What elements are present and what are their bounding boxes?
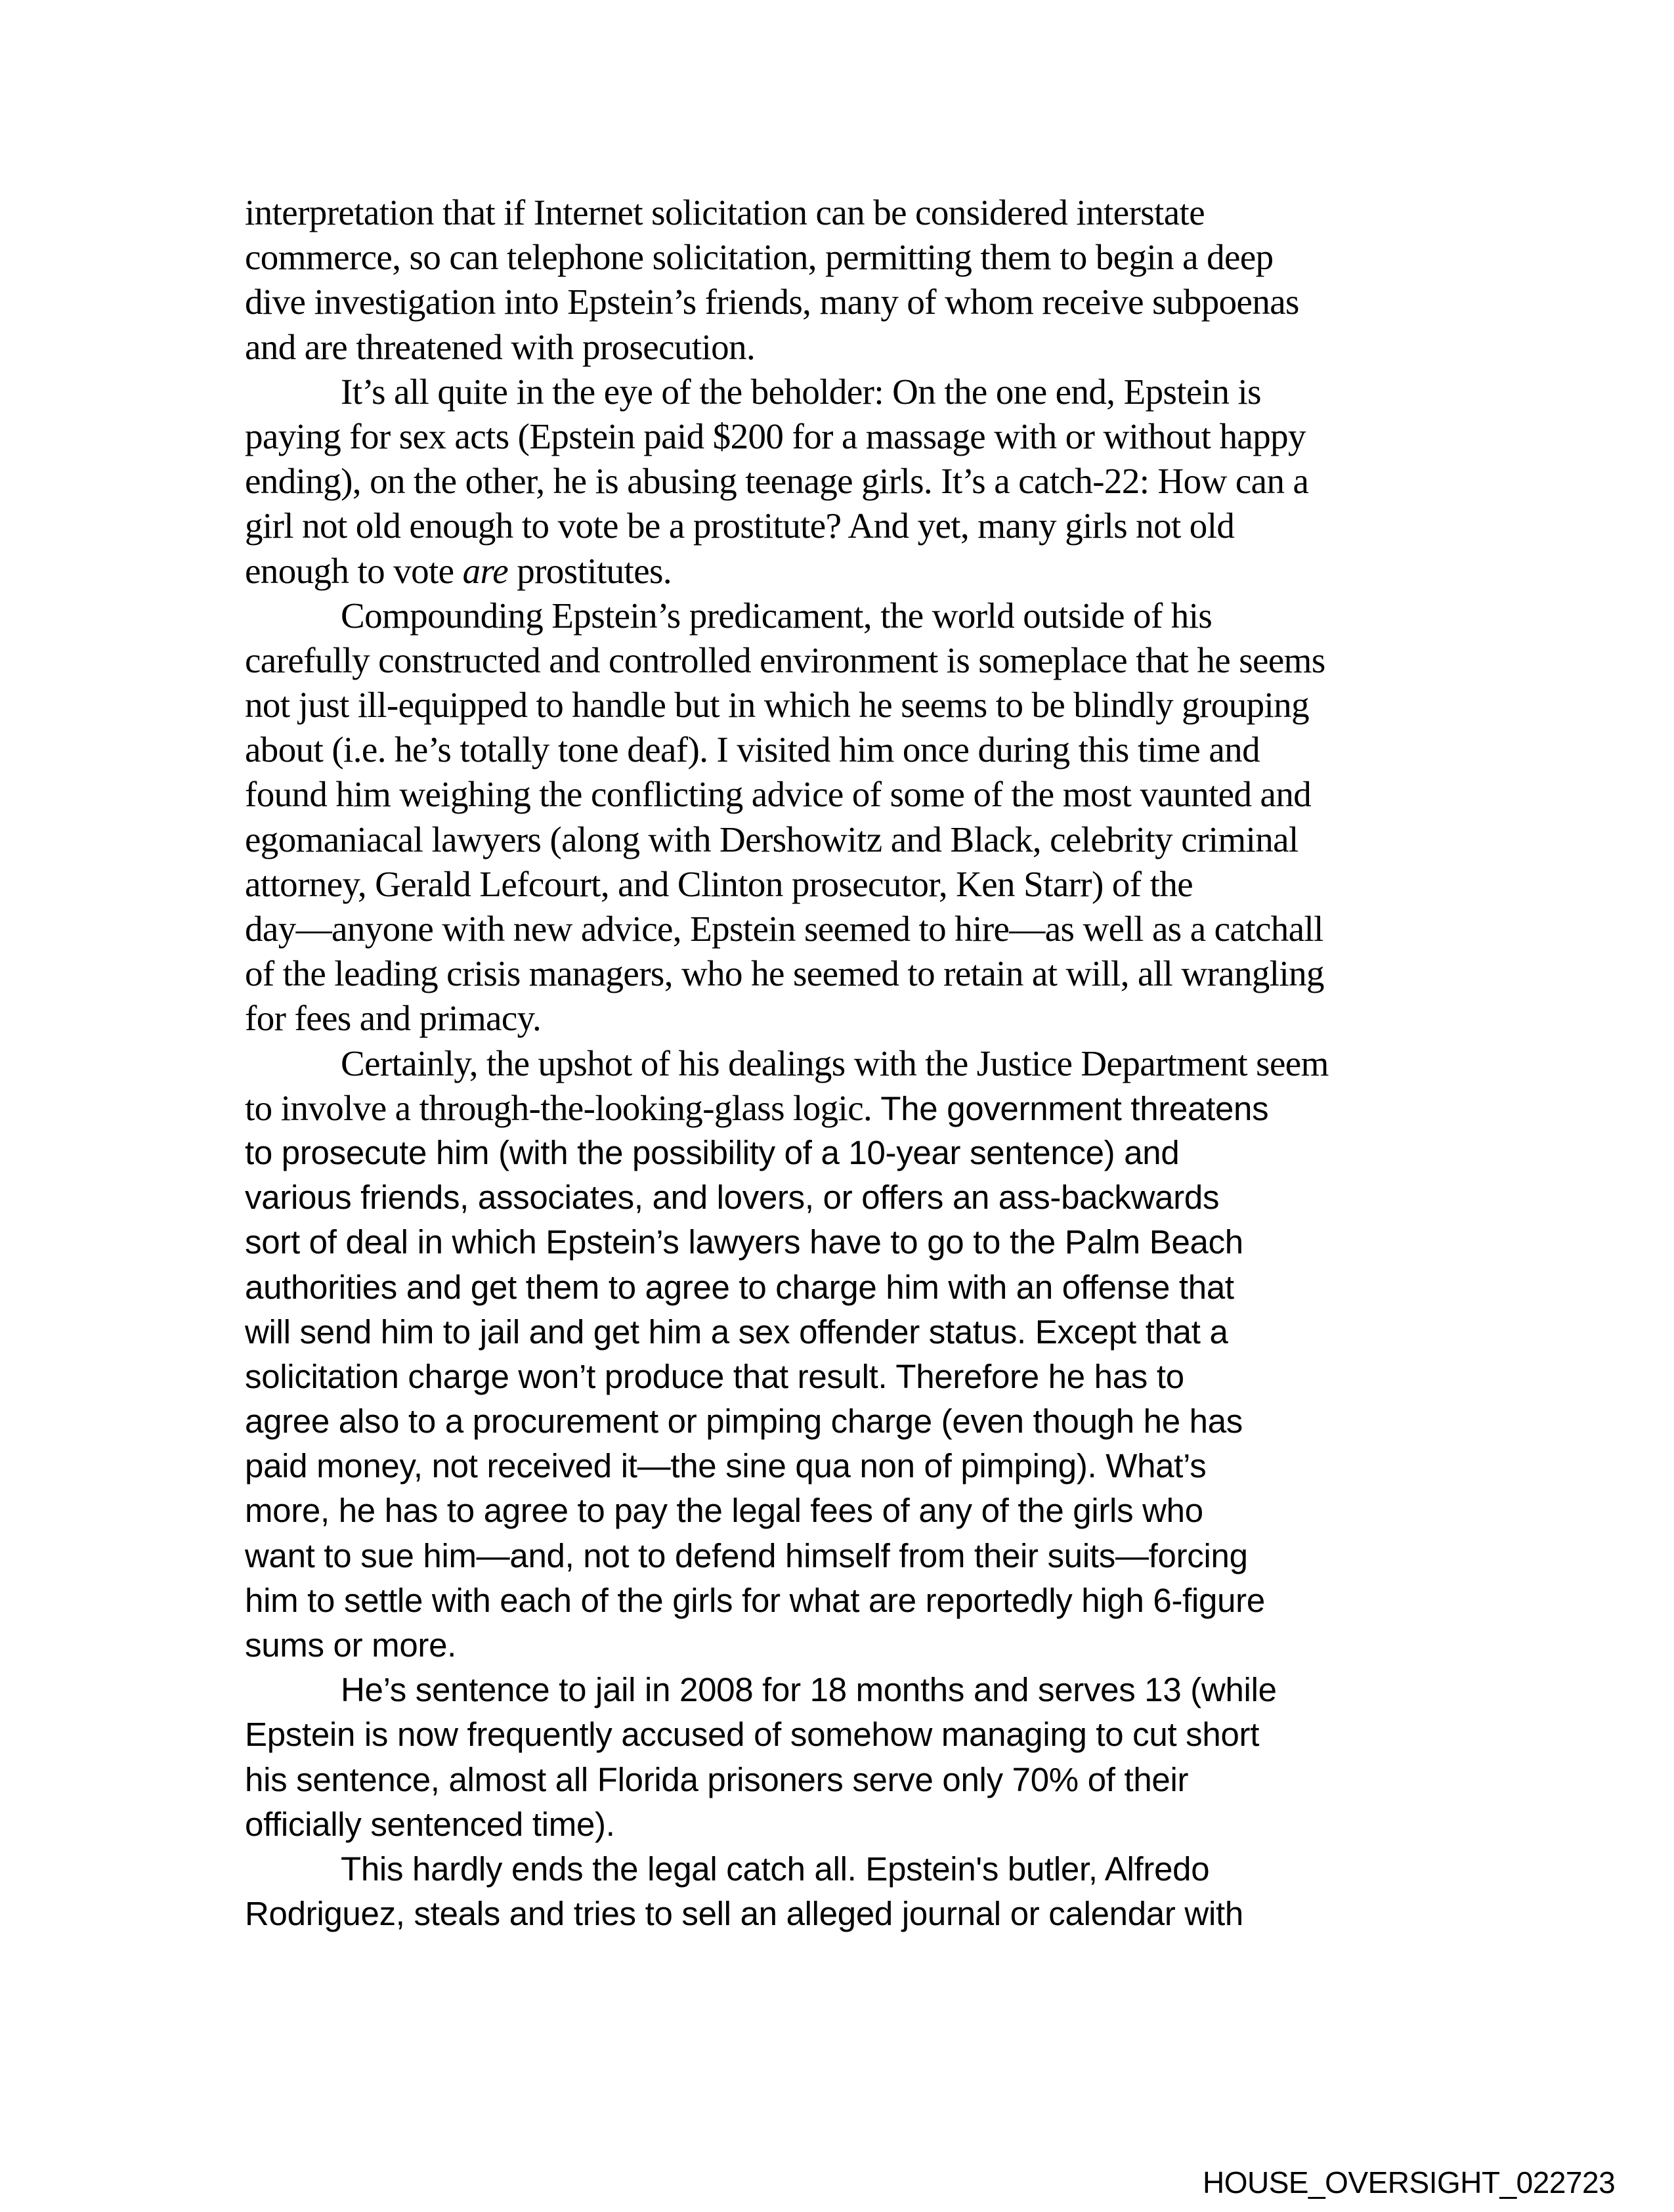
text-line: to prosecute him (with the possibility of a 10-year sentence) and <box>245 1133 1180 1171</box>
text-line: egomaniacal lawyers (along with Dershowitz and Black, celebrity criminal <box>245 819 1298 859</box>
text-segment: enough to vote <box>245 550 463 591</box>
text-line: ending), on the other, he is abusing teenage girls. It’s a catch-22: How can a <box>245 461 1309 502</box>
text-line: day—anyone with new advice, Epstein seemed to hire—as well as a catchall <box>245 909 1323 949</box>
text-line: and are threatened with prosecution. <box>245 326 756 367</box>
text-line: carefully constructed and controlled environment is someplace that he seems <box>245 640 1325 680</box>
document-body <box>245 190 1440 1936</box>
paragraph-start-line: He’s sentence to jail in 2008 for 18 months and serves 13 (while <box>341 1671 1277 1709</box>
paragraph-start-line: It’s all quite in the eye of the beholder: On the one end, Epstein is <box>341 371 1261 412</box>
text-line: Rodriguez, steals and tries to sell an alleged journal or calendar with <box>245 1895 1243 1933</box>
text-line: of the leading crisis managers, who he seemed to retain at will, all wrangling <box>245 953 1324 994</box>
text-line-mixed-font <box>245 1086 1440 1131</box>
text-line: authorities and get them to agree to charge him with an offense that <box>245 1268 1234 1306</box>
text-line: attorney, Gerald Lefcourt, and Clinton prosecutor, Ken Starr) of the <box>245 863 1193 904</box>
text-segment: prostitutes. <box>508 550 672 591</box>
text-line: found him weighing the conflicting advice of some of the most vaunted and <box>245 774 1312 815</box>
text-line: his sentence, almost all Florida prisoners serve only 70% of their <box>245 1760 1189 1798</box>
italic-emphasis: are <box>462 550 509 591</box>
text-line: officially sentenced time). <box>245 1805 615 1843</box>
text-line: Epstein is now frequently accused of somehow managing to cut short <box>245 1716 1260 1754</box>
text-line: about (i.e. he’s totally tone deaf). I visited him once during this time and <box>245 729 1260 770</box>
text-line <box>245 549 1440 594</box>
text-line: dive investigation into Epstein’s friends, many of whom receive subpoenas <box>245 282 1299 322</box>
text-line: him to settle with each of the girls for what are reportedly high 6-figure <box>245 1581 1265 1619</box>
paragraph-start-line: Compounding Epstein’s predicament, the world outside of his <box>341 595 1213 636</box>
paragraph-start-line: Certainly, the upshot of his dealings with the Justice Department seem <box>341 1043 1329 1083</box>
text-line: paying for sex acts (Epstein paid $200 for a massage with or without happy <box>245 416 1306 456</box>
text-line: girl not old enough to vote be a prostitute? And yet, many girls not old <box>245 506 1235 546</box>
text-line: will send him to jail and get him a sex offender status. Except that a <box>245 1312 1228 1351</box>
text-line: sums or more. <box>245 1626 456 1664</box>
text-segment-sans: The government threatens <box>880 1089 1269 1127</box>
text-line: solicitation charge won’t produce that result. Therefore he has to <box>245 1357 1184 1395</box>
text-line: for fees and primacy. <box>245 998 542 1039</box>
text-segment-serif: to involve a through-the-looking-glass logic. <box>245 1087 881 1128</box>
text-line: paid money, not received it—the sine qua non of pimping). What’s <box>245 1447 1207 1485</box>
text-line: various friends, associates, and lovers, or offers an ass-backwards <box>245 1179 1220 1217</box>
text-line: not just ill-equipped to handle but in which he seems to be blindly grouping <box>245 685 1309 726</box>
text-line: more, he has to agree to pay the legal fees of any of the girls who <box>245 1492 1203 1530</box>
text-line: sort of deal in which Epstein’s lawyers have to go to the Palm Beach <box>245 1223 1243 1261</box>
text-line: commerce, so can telephone solicitation, permitting them to begin a deep <box>245 237 1274 278</box>
text-line: agree also to a procurement or pimping charge (even though he has <box>245 1402 1243 1441</box>
paragraph-start-line: This hardly ends the legal catch all. Epstein's butler, Alfredo <box>341 1850 1210 1888</box>
bates-number-footer: HOUSE_OVERSIGHT_022723 <box>1203 2165 1616 2200</box>
text-line: interpretation that if Internet solicitation can be considered interstate <box>245 192 1205 232</box>
text-line: want to sue him—and, not to defend himself from their suits—forcing <box>245 1536 1248 1574</box>
